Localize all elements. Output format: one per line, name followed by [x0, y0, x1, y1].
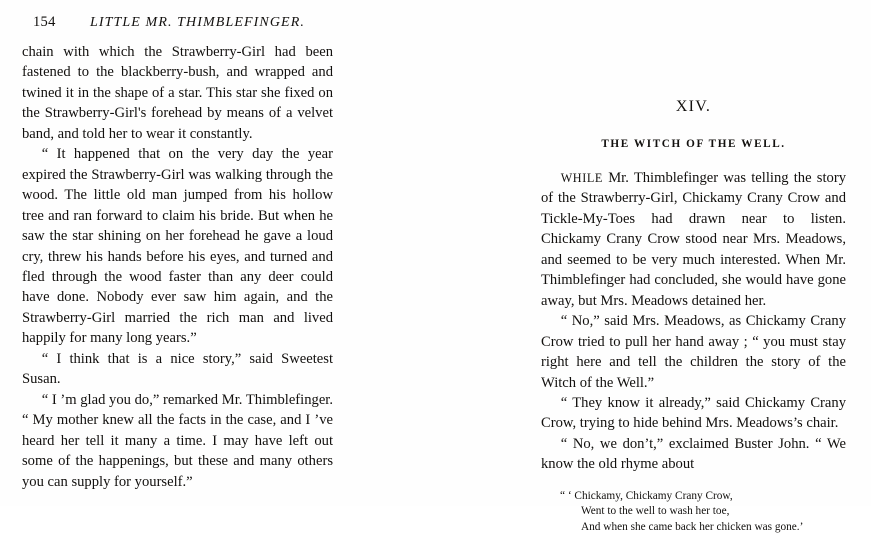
opening-paragraph [541, 168, 846, 311]
verse-line: And when she came back her chicken was gone.’ [581, 520, 804, 533]
paragraph: “ I ’m glad you do,” remarked Mr. Thimblefinger. “ My mother knew all the facts in the case, and I ’ve heard her tell it many a time. I may have left out some of the happenings, but these and many others you can supply for yourself.” [22, 391, 333, 490]
paragraph: “ I think that is a nice story,” said Sweetest Susan. [22, 350, 333, 388]
chapter-title: THE WITCH OF THE WELL. [601, 138, 786, 150]
verso-text-block [22, 42, 333, 492]
paragraph: “ No, we don’t,” exclaimed Buster John. “ We know the old rhyme about [541, 435, 846, 473]
verso-page [0, 0, 435, 506]
paragraph: “ No,” said Mrs. Meadows, as Chickamy Crany Crow tried to pull her hand away ; “ you must stay right here and tell the children the story of the Witch of the Well.” [541, 313, 846, 391]
verse-quotation [541, 475, 846, 536]
paragraph: “ They know it already,” said Chickamy Crany Crow, trying to hide behind Mrs. Meadows’s chair. [541, 394, 846, 432]
paragraph: “ It happened that on the very day the year expired the Strawberry-Girl was walking through the wood. The little old man jumped from his hollow tree and ran forward to claim his bride. But when he saw the star shining on her forehead he gave a loud cry, threw his hands before his eyes, and turned and fled through the wood faster than any deer could have done. Nobody ever saw him again, and the Strawberry-Girl married the rich man and lived happily for many long years.” [22, 146, 333, 347]
recto-text-block [541, 42, 846, 536]
small-caps-opening-word: WHILE [560, 171, 603, 185]
paragraph: chain with which the Strawberry-Girl had been fastened to the blackberry-bush, and wrapped and twined it in the shape of a star. This star she fixed on the Strawberry-Girl's forehead by means of a velvet band, and told her to wear it constantly. [22, 44, 333, 142]
page-number: 154 [33, 14, 56, 30]
running-head-title: LITTLE MR. THIMBLEFINGER. [90, 15, 305, 30]
running-head [33, 14, 333, 34]
verse-line: “ ‘ Chickamy, Chickamy Crany Crow, [560, 489, 733, 502]
opening-paragraph-text: Mr. Thimblefinger was telling the story of the Strawberry-Girl, Chickamy Crany Crow and Tickle-My-Toes had drawn near to listen. Chickamy Crany Crow stood near Mrs. Meadows, and seemed to be very much interested. When Mr. Thimblefinger had concluded, she would have gone away, but Mrs. Meadows detained her. [541, 170, 846, 309]
chapter-number: XIV. [675, 98, 712, 115]
verse-line: Went to the well to wash her toe, [581, 505, 730, 518]
